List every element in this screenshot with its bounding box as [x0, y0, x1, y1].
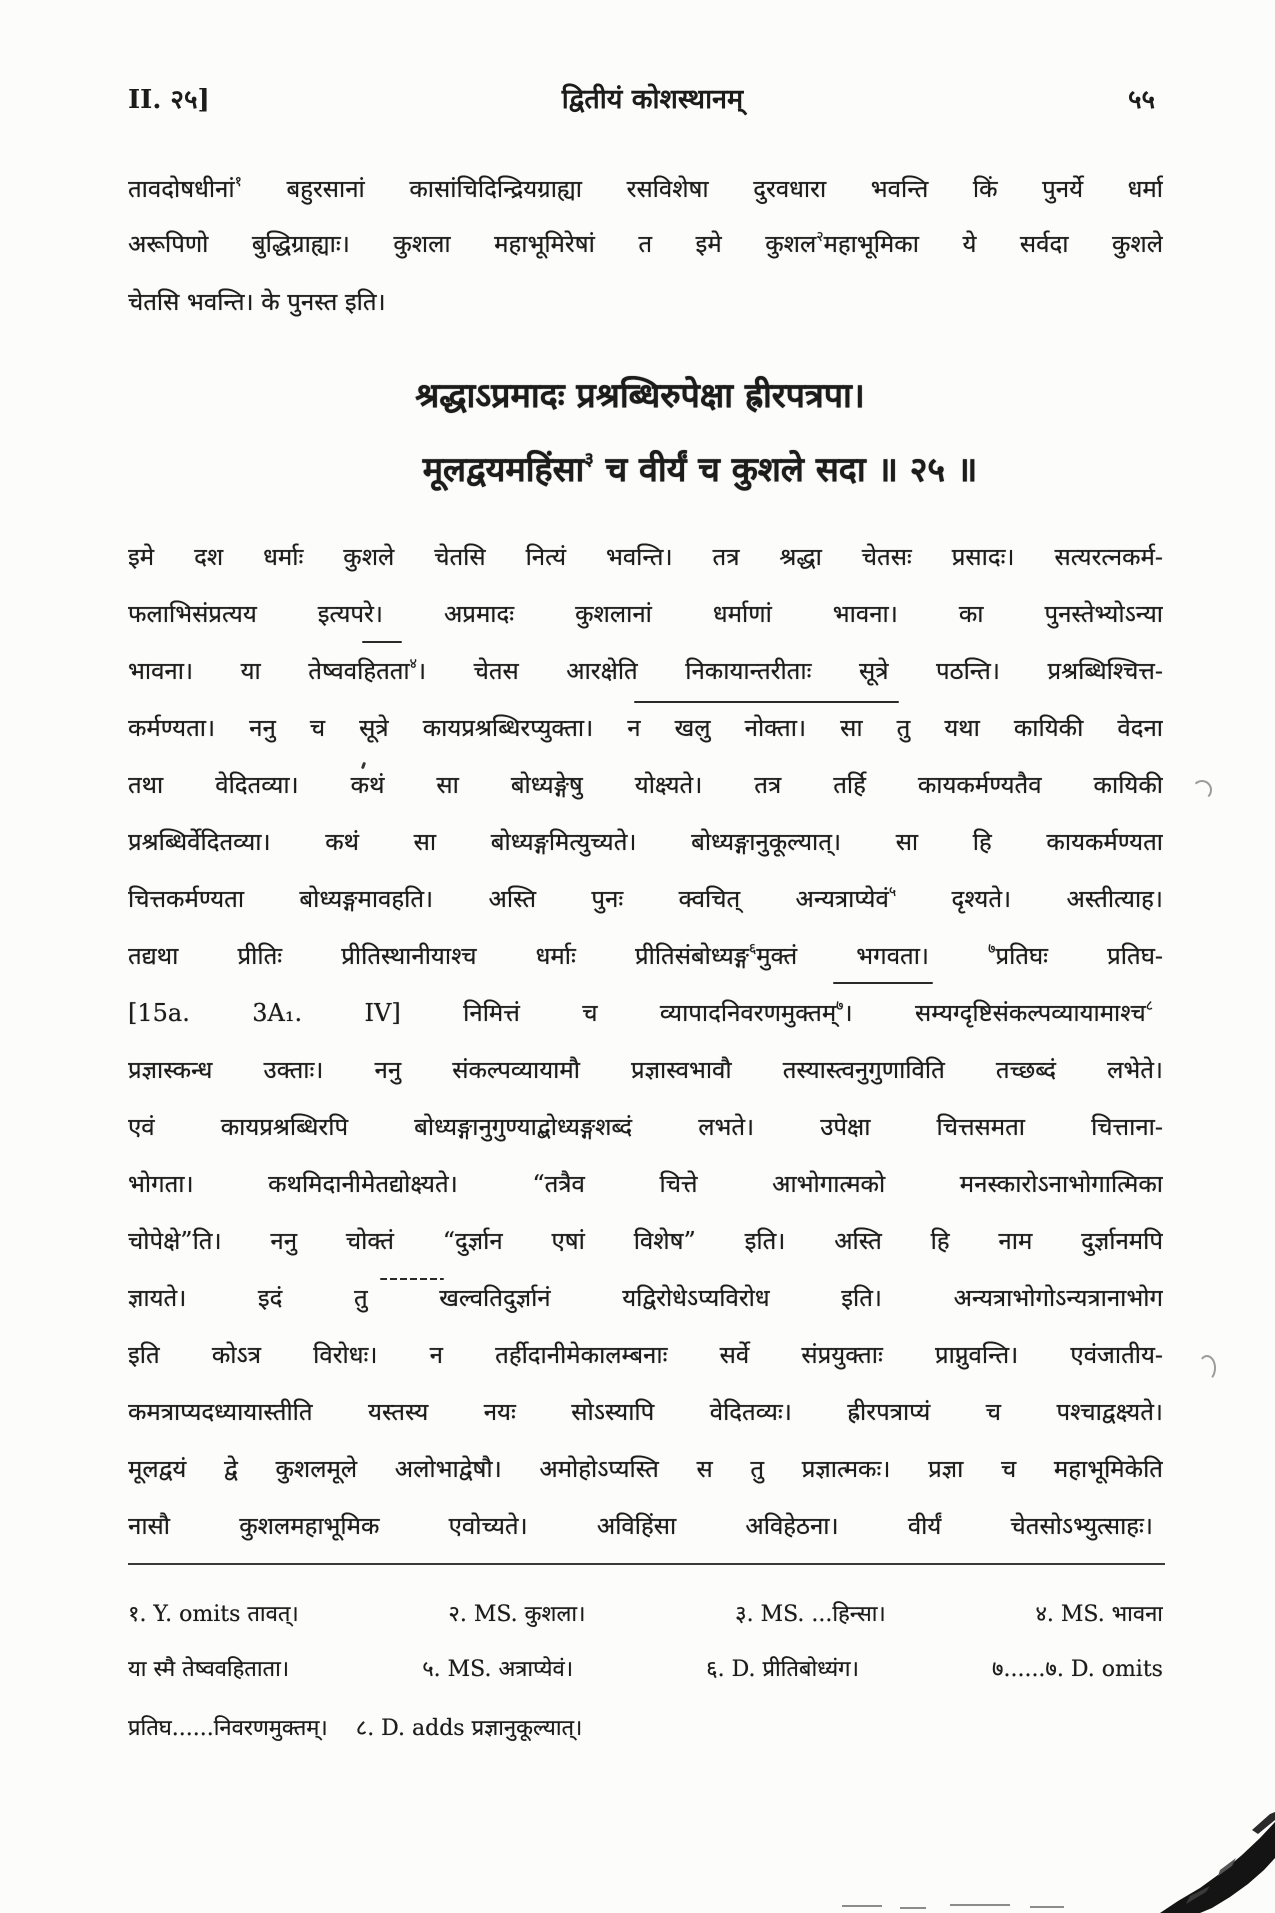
- footnote-marker: १: [234, 174, 242, 190]
- pen-underline: [833, 982, 933, 984]
- commentary-line: [128, 538, 1163, 576]
- footnote-marker: ८: [1145, 998, 1153, 1014]
- line-text: मुक्तं भगवता।: [756, 942, 989, 970]
- line-text: ज्ञायते। इदं तु खल्वतिदुर्ज्ञानं यद्विरोधेऽप्यविरोध इति। अन्यत्राभोगोऽन्यत्रानाभोग: [128, 1284, 1163, 1312]
- line-text: एवं कायप्रश्रब्धिरपि बोध्यङ्गानुगुण्याद्बोध्यङ्गशब्दं लभते। उपेक्षा चित्तसमता चित्ताना-: [128, 1113, 1163, 1141]
- footnote-marker: ३: [584, 449, 594, 470]
- footnote-item: ३. MS. ...हिन्सा।: [735, 1602, 886, 1627]
- scan-edge-smudge: [1160, 1800, 1275, 1913]
- pen-underline: [362, 641, 402, 643]
- commentary-line: [128, 1165, 1163, 1203]
- line-text: चित्तकर्मण्यता बोध्यङ्गमावहति। अस्ति पुनः क्वचित् अन्यत्राप्येवं: [128, 885, 889, 913]
- commentary-line: [128, 1507, 1153, 1545]
- footnote-marker: ७: [836, 998, 844, 1014]
- commentary-line: [128, 709, 1163, 747]
- line-text: [15a. 3A₁. IV] निमित्तं च व्यापादनिवरणमुक्तम्: [128, 999, 837, 1027]
- footnote-marker: ७: [988, 941, 996, 957]
- footnote-item: १. Y. omits तावत्।: [128, 1602, 299, 1627]
- commentary-line: [128, 937, 1163, 975]
- pen-underline: [634, 701, 899, 703]
- line-text: इति कोऽत्र विरोधः। न तर्हीदानीमेकालम्बनाः सर्वे संप्रयुक्ताः प्राप्नुवन्ति। एवंजातीय-: [128, 1341, 1163, 1369]
- commentary-line: [128, 1393, 1163, 1431]
- commentary-line: [128, 880, 1163, 918]
- commentary-line: [128, 1336, 1163, 1374]
- intro-line: [128, 283, 1163, 321]
- line-text: । चेतस आरक्षेति निकायान्तरीताः सूत्रे पठन्ति। प्रश्रब्धिश्चित्त-: [416, 657, 1163, 685]
- footnote-marker: ४: [409, 656, 417, 672]
- footnote-line: [128, 1711, 1163, 1747]
- scan-speck: [950, 1904, 1010, 1906]
- margin-pencil-mark: [1192, 780, 1212, 800]
- footnote-marker: २: [816, 229, 824, 245]
- line-text: चोपेक्षे”ति। ननु चोक्तं “दुर्ज्ञान एषां विशेष” इति। अस्ति हि नाम दुर्ज्ञानमपि: [128, 1227, 1163, 1255]
- line-text: प्रज्ञास्कन्ध उक्ताः। ननु संकल्पव्यायामौ प्रज्ञास्वभावौ तस्यास्त्वनुगुणाविति तच्छब्दं लभेते।: [128, 1056, 1163, 1084]
- line-text: इमे दश धर्माः कुशले चेतसि नित्यं भवन्ति। तत्र श्रद्धा चेतसः प्रसादः। सत्यरत्नकर्म-: [128, 543, 1163, 571]
- line-text: दृश्यते। अस्तीत्याह।: [896, 885, 1163, 913]
- scan-speck: [842, 1905, 882, 1907]
- commentary-line: [128, 1222, 1163, 1260]
- margin-pencil-mark: [1198, 1355, 1216, 1381]
- verse-text: च वीर्यं च कुशले सदा ॥ २५ ॥: [593, 450, 978, 490]
- commentary-line: [128, 766, 1163, 804]
- line-text: तावदोषधीनां: [128, 175, 235, 203]
- commentary-line: [128, 1279, 1163, 1317]
- line-text: मूलद्वयं द्वे कुशलमूले अलोभाद्वेषौ। अमोहोऽप्यस्ति स तु प्रज्ञात्मकः। प्रज्ञा च महाभूमिकेति: [128, 1455, 1163, 1483]
- footnote-item: ५. MS. अत्राप्येवं।: [422, 1657, 574, 1682]
- line-text: महाभूमिका ये सर्वदा कुशले: [823, 230, 1163, 258]
- footnote-item: ८. D. adds प्रज्ञानुकूल्यात्।: [355, 1716, 583, 1741]
- line-text: तद्यथा प्रीतिः प्रीतिस्थानीयाश्च धर्माः प्रीतिसंबोध्यङ्ग: [128, 942, 749, 970]
- commentary-line: [128, 595, 1163, 633]
- footnote-item: प्रतिघ......निवरणमुक्तम्।: [128, 1716, 328, 1741]
- line-text: प्रतिघः प्रतिघ-: [995, 942, 1163, 970]
- commentary-line: [128, 823, 1163, 861]
- line-text: फलाभिसंप्रत्यय इत्यपरे। अप्रमादः कुशलानां धर्माणां भावना। का पुनस्तेभ्योऽन्या: [128, 600, 1163, 628]
- line-text: । सम्यग्दृष्टिसंकल्पव्यायामाश्च: [843, 999, 1146, 1027]
- line-text: बहुरसानां कासांचिदिन्द्रियग्राह्या रसविशेषा दुरवधारा भवन्ति किं पुनर्ये धर्मा: [241, 175, 1163, 203]
- verse-line: [340, 445, 1060, 495]
- line-text: तथा वेदितव्या। कथं सा बोध्यङ्गेषु योक्ष्यते। तत्र तर्हि कायकर्मण्यतैव कायिकी: [128, 771, 1163, 799]
- footnote-item: ७......७. D. omits: [992, 1657, 1163, 1682]
- commentary-line: [128, 652, 1163, 690]
- intro-line: [128, 170, 1163, 208]
- line-text: भावना। या तेष्ववहितता: [128, 657, 410, 685]
- line-text: चेतसि भवन्ति। के पुनस्त इति।: [128, 288, 386, 316]
- verse-line: [340, 371, 940, 421]
- footnote-item: ६. D. प्रीतिबोध्यंग।: [706, 1657, 859, 1682]
- footnote-rule: [128, 1563, 1165, 1565]
- running-head-section: II. २५]: [128, 85, 210, 115]
- footnote-item: या स्मै तेष्ववहिताता।: [128, 1657, 290, 1682]
- line-text: प्रश्रब्धिर्वेदितव्या। कथं सा बोध्यङ्गमित्युच्यते। बोध्यङ्गानुकूल्यात्। सा हि कायकर्मण्यता: [128, 828, 1163, 856]
- page-title: द्वितीयं कोशस्थानम्: [561, 84, 744, 115]
- line-text: कमत्राप्यदध्यायास्तीति यस्तस्य नयः सोऽस्यापि वेदितव्यः। ह्रीरपत्राप्यं च पश्चाद्वक्ष्यते।: [128, 1398, 1163, 1426]
- line-text: भोगता। कथमिदानीमेतद्योक्ष्यते। “तत्रैव चित्ते आभोगात्मको मनस्कारोऽनाभोगात्मिका: [128, 1170, 1163, 1198]
- commentary-line: [128, 1108, 1163, 1146]
- pen-underline: [380, 1278, 444, 1280]
- scan-speck: [900, 1907, 926, 1909]
- line-text: नासौ कुशलमहाभूमिक एवोच्यते। अविहिंसा अविहेठना। वीर्यं चेतसोऽभ्युत्साहः।: [128, 1512, 1153, 1540]
- line-text: अरूपिणो बुद्धिग्राह्याः। कुशला महाभूमिरेषां त इमे कुशल: [128, 230, 817, 258]
- footnote-line: [128, 1597, 1163, 1633]
- footnote-marker: ५: [888, 884, 897, 900]
- commentary-line: [128, 1051, 1163, 1089]
- verse-text: मूलद्वयमहिंसा: [422, 450, 585, 490]
- footnote-marker: ६: [749, 941, 757, 957]
- line-text: कर्मण्यता। ननु च सूत्रे कायप्रश्रब्धिरप्युक्ता। न खलु नोक्ता। सा तु यथा कायिकी वेदना: [128, 714, 1163, 742]
- footnote-item: २. MS. कुशला।: [448, 1602, 586, 1627]
- intro-line: [128, 225, 1163, 263]
- verse-text: श्रद्धाऽप्रमादः प्रश्रब्धिरुपेक्षा ह्रीरपत्रपा।: [415, 376, 865, 416]
- footnote-item: ४. MS. भावना: [1035, 1602, 1163, 1627]
- commentary-line: [128, 994, 1153, 1032]
- footnote-line: [128, 1652, 1163, 1688]
- scan-speck: [1030, 1906, 1064, 1908]
- page-number: ५५: [1127, 85, 1155, 115]
- commentary-line: [128, 1450, 1163, 1488]
